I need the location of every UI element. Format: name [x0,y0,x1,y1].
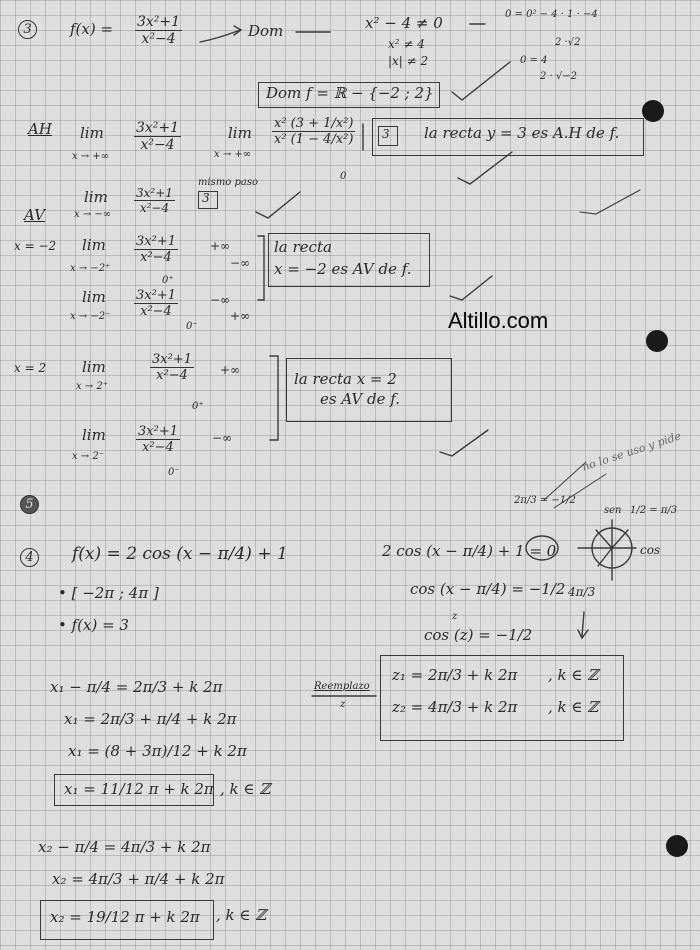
x2-step-2: x₂ = 4π/3 + π/4 + k 2π [52,870,225,888]
av-x-eq-m2: x = −2 [14,239,57,253]
av-label: AV [24,206,45,224]
ah-lim-2-sub: x → +∞ [214,149,252,160]
ah-zero-mark: 0 [340,171,347,182]
z1-solution: z₁ = 2π/3 + k 2π [392,666,518,684]
ex3-side-calc-4: 2 · √−2 [540,71,578,82]
unit-circle-top-left-label: 2π/3 = −1/2 [514,495,576,506]
x2-result: x₂ = 19/12 π + k 2π [50,908,200,926]
domain-result: Dom f = ℝ − {−2 ; 2} [266,84,434,102]
ah-lim-2: lim [228,124,252,142]
av-x-eq-2: x = 2 [14,361,47,375]
av-2m-num: 3x²+1 [138,424,178,439]
margin-note: no lo se uso y pide [580,429,683,474]
ex4-condition: • f(x) = 3 [58,616,129,634]
ah-conclusion: la recta y = 3 es A.H de f. [424,124,620,142]
ah-fraction-1-num: 3x²+1 [136,120,180,136]
av-m2m-num: 3x²+1 [136,288,176,303]
ah2-fraction-num: 3x²+1 [136,186,173,200]
av2-conclusion-line2: es AV de f. [320,390,401,408]
av-m2m-minus-inf: −∞ [210,293,231,307]
ex3-domain-cond-1: x² − 4 ≠ 0 [365,14,443,32]
av-m2p-lim: lim [82,236,106,254]
reemplazo-label: Reemplazo [314,681,370,692]
ah2-result: 3 [202,191,210,205]
ex3-side-calc-2: 2 ·√2 [555,37,581,48]
ah-fraction-1-den: x²−4 [140,137,175,153]
x2-k: , k ∈ ℤ [216,906,267,924]
unit-circle-sen-label: sen [604,505,622,516]
ex4-equation-1: 2 cos (x − π/4) + 1 = 0 [382,542,557,560]
exercise-3-number: 3 [18,20,37,39]
av-m2m-lim: lim [82,288,106,306]
ex4-interval: • [ −2π ; 4π ] [58,584,159,602]
unit-circle-cos-label: cos [640,543,661,557]
x1-result: x₁ = 11/12 π + k 2π [64,780,214,798]
ex3-domain-cond-2: x² ≠ 4 [388,37,425,51]
av-2p-lim: lim [82,358,106,376]
ah2-lim-sub: x → −∞ [74,209,112,220]
av-m2p-num: 3x²+1 [136,234,176,249]
av-m2p-plus-inf: +∞ [210,239,231,253]
av-2p-small: 0⁺ [192,401,204,412]
ex3-function-label: f(x) = [70,20,114,38]
av-2p-result: +∞ [220,363,241,377]
av1-conclusion-line2: x = −2 es AV de f. [274,260,412,278]
ex3-domain-cond-3: |x| ≠ 2 [388,54,429,68]
z2-solution: z₂ = 4π/3 + k 2π [392,698,518,716]
av-2p-den: x²−4 [156,368,188,383]
ah-fraction-2-num: x² (3 + 1/x²) [274,116,354,131]
x2-step-1: x₂ − π/4 = 4π/3 + k 2π [38,838,211,856]
ah-result: 3 [382,127,390,141]
z2-k: , k ∈ ℤ [548,698,599,716]
av-m2m-plus-inf: +∞ [230,309,251,323]
av-m2p-sub: x → −2⁺ [70,263,111,274]
ex4-function: f(x) = 2 cos (x − π/4) + 1 [72,544,288,564]
ex3-side-calc-3: 0 = 4 [520,55,548,66]
av-2p-sub: x → 2⁺ [76,381,109,392]
ah2-fraction-den: x²−4 [139,201,170,215]
av-2p-num: 3x²+1 [152,352,192,367]
x1-step-3: x₁ = (8 + 3π)/12 + k 2π [68,742,247,760]
ex3-denominator: x²−4 [141,31,176,47]
av-m2p-den: x²−4 [140,250,172,265]
ex3-side-calc-1: 0 = 0² − 4 · 1 · −4 [505,9,598,20]
av1-conclusion-line1: la recta [274,238,332,256]
av-2m-den: x²−4 [142,440,174,455]
av-2m-lim: lim [82,426,106,444]
ex3-numerator: 3x²+1 [137,14,181,30]
ah-lim-1-sub: x → +∞ [72,151,110,162]
ex4-equation-2: cos (x − π/4) = −1/2 [410,580,566,598]
exercise-5-number: 5 [20,495,39,514]
av-2m-result: −∞ [212,431,233,445]
mismo-paso-note: mismo paso [198,177,259,188]
ah-lim-1: lim [80,124,104,142]
av-2m-small: 0⁻ [168,467,180,478]
ex4-equation-2-z: z [452,611,458,622]
av-m2p-small: 0⁺ [162,275,174,286]
av2-conclusion-line1: la recta x = 2 [294,370,397,388]
unit-circle-bottom-label: 4π/3 [568,585,596,599]
ah-label: AH [28,120,52,138]
z1-k: , k ∈ ℤ [548,666,599,684]
x1-step-2: x₁ = 2π/3 + π/4 + k 2π [64,710,237,728]
av-m2m-sub: x → −2⁻ [70,311,111,322]
x1-step-1: x₁ − π/4 = 2π/3 + k 2π [50,678,223,696]
av-2m-sub: x → 2⁻ [72,451,105,462]
ex4-equation-3: cos (z) = −1/2 [424,626,533,644]
x1-k: , k ∈ ℤ [220,780,271,798]
av-m2m-small: 0⁻ [186,321,198,332]
watermark: Altillo.com [448,308,549,333]
exercise-4-number: 4 [20,548,39,567]
ex3-dom-word: Dom [248,22,284,40]
ah2-lim: lim [84,188,108,206]
av-m2p-minus-inf: −∞ [230,256,251,270]
unit-circle-top-right-label: 1/2 = π/3 [630,505,678,516]
ah-fraction-2-den: x² (1 − 4/x²) [274,132,354,147]
reemplazo-z: z [340,699,346,710]
av-m2m-den: x²−4 [140,304,172,319]
